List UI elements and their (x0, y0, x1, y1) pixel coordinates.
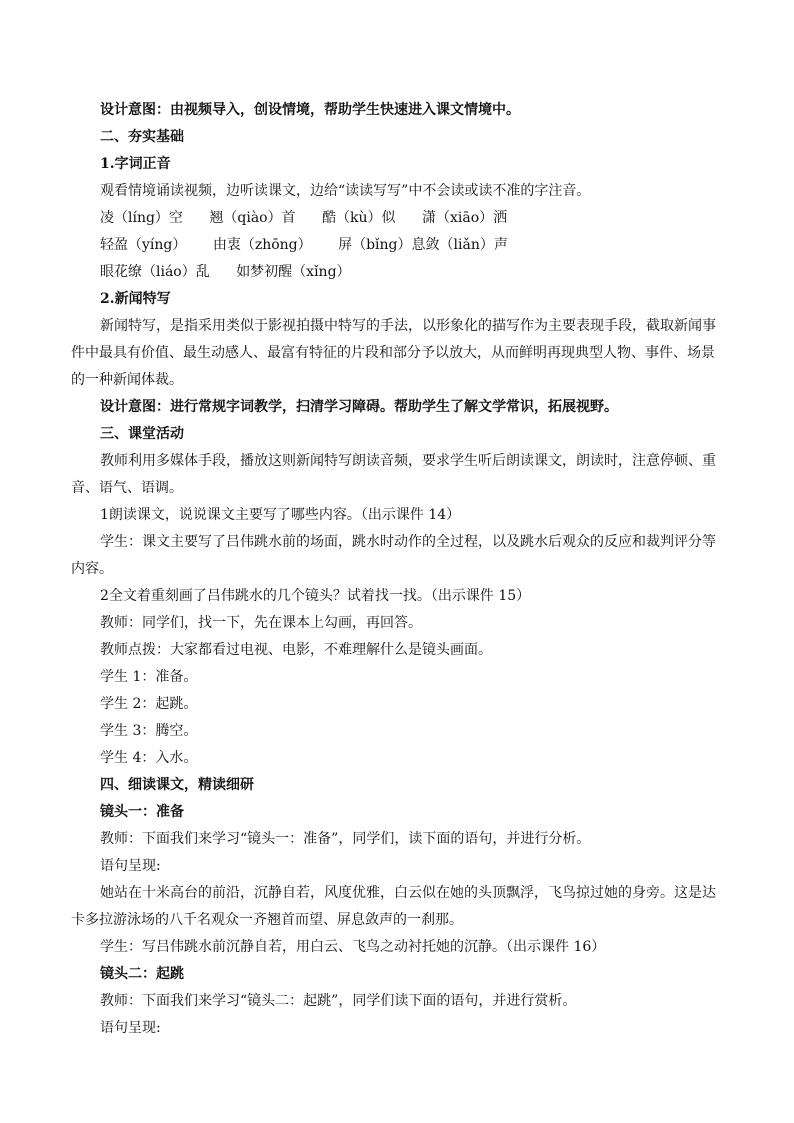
sentence-present-label-2: 语句呈现: (100, 1020, 161, 1036)
subheading-news-feature: 2.新闻特写 (100, 291, 171, 307)
teacher-line-3: 教师：下面我们来学习“镜头二：起跳”，同学们读下面的语句，并进行赏析。 (100, 993, 577, 1009)
pinyin-word: 潇（xiāo）洒 (422, 210, 508, 226)
pinyin-row-2 (100, 232, 508, 258)
pinyin-row-3 (100, 259, 351, 285)
activity-paragraph: 教师利用多媒体手段，播放这则新闻特写朗读音频，要求学生听后朗读课文，朗读时，注意停顿、重音、语气、语调。 (71, 453, 716, 496)
instruction-text: 观看情境诵读视频，边听读课文，边给“读读写写”中不会读或读不准的字注音。 (100, 183, 591, 199)
student-line-2: 学生 2：起跳。 (100, 696, 198, 712)
shot-heading-1: 镜头一：准备 (100, 804, 184, 820)
pinyin-word: 翘（qiào）首 (209, 210, 296, 226)
sentence-present-label-1: 语句呈现: (100, 858, 161, 874)
section-heading-3: 三、课堂活动 (100, 426, 184, 442)
pinyin-word: 凌（líng）空 (100, 210, 183, 226)
question-1: 1朗读课文，说说课文主要写了哪些内容。（出示课件 14） (100, 507, 461, 523)
student-line-3: 学生 3：腾空。 (100, 723, 198, 739)
pinyin-word: 如梦初醒（xǐng） (236, 264, 351, 280)
teacher-line-1: 教师：同学们，找一下，先在课本上勾画，再回答。 (100, 615, 422, 631)
section-heading-4: 四、细读课文，精读细研 (100, 777, 254, 793)
pinyin-word: 屏（bǐng）息敛（liǎn）声 (338, 237, 508, 253)
design-intent-2: 设计意图：进行常规字词教学，扫清学习障碍。帮助学生了解文学常识，拓展视野。 (100, 399, 618, 415)
teacher-line-2: 教师：下面我们来学习“镜头一：准备”，同学们，读下面的语句，并进行分析。 (100, 831, 591, 847)
student-line-4: 学生 4：入水。 (100, 750, 198, 766)
student-analysis: 学生：写吕伟跳水前沉静自若，用白云、飞鸟之动衬托她的沉静。（出示课件 16） (100, 939, 606, 955)
shot-heading-2: 镜头二：起跳 (100, 966, 184, 982)
teacher-hint: 教师点拨：大家都看过电视、电影，不难理解什么是镜头画面。 (100, 642, 492, 658)
design-intent-1: 设计意图：由视频导入，创设情境，帮助学生快速进入课文情境中。 (100, 102, 520, 118)
pinyin-row-1 (100, 205, 507, 231)
pinyin-word: 酷（kù）似 (322, 210, 396, 226)
section-heading-2: 二、夯实基础 (100, 129, 184, 145)
student-line-1: 学生 1：准备。 (100, 669, 198, 685)
pinyin-word: 轻盈（yíng） (100, 237, 187, 253)
subheading-word-pronunciation: 1.字词正音 (100, 156, 171, 172)
student-answer-1: 学生：课文主要写了吕伟跳水前的场面，跳水时动作的全过程，以及跳水后观众的反应和裁判评分等内容。 (71, 534, 716, 577)
pinyin-word: 眼花缭（liáo）乱 (100, 264, 210, 280)
pinyin-word: 由衷（zhōng） (212, 237, 312, 253)
quoted-sentence: 她站在十米高台的前沿，沉静自若，风度优雅，白云似在她的头顶飘浮，飞鸟掠过她的身旁。这是达卡多拉游泳场的八千名观众一齐翘首而望、屏息敛声的一刹那。 (71, 885, 716, 928)
question-2: 2全文着重刻画了吕伟跳水的几个镜头？试着找一找。（出示课件 15） (100, 588, 531, 604)
news-feature-definition: 新闻特写，是指采用类似于影视拍摄中特写的手法，以形象化的描写作为主要表现手段，截取新闻事件中最具有价值、最生动感人、最富有特征的片段和部分予以放大，从而鲜明再现典型人物、事件、场景的一种新闻体裁。 (71, 318, 716, 388)
